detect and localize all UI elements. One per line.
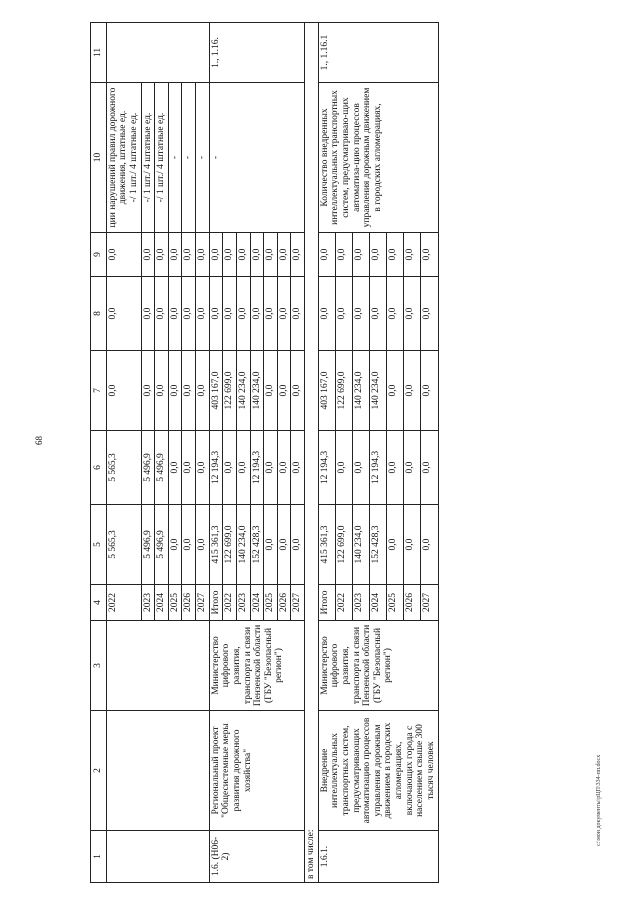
value-cell: 0,0 [182,505,196,585]
value-cell: 0,0 [155,233,169,277]
value-cell: 0,0 [277,277,291,351]
value-cell: 0,0 [335,233,352,277]
value-cell: 0,0 [236,431,250,505]
value-cell: 0,0 [236,277,250,351]
value-cell: 0,0 [141,277,155,351]
col-header-1: 1 [91,831,107,883]
value-cell: 0,0 [352,233,369,277]
year-cell: 2026 [404,585,421,621]
year-cell: 2022 [223,585,237,621]
year-cell: 2027 [421,585,438,621]
value-cell: 0,0 [291,233,305,277]
value-cell: 0,0 [404,277,421,351]
value-cell: 0,0 [264,505,278,585]
value-cell: 0,0 [141,233,155,277]
indicator-value: -/ 1 шт./ 4 штатные ед. [141,83,155,233]
value-cell: 0,0 [209,233,223,277]
indicator-value: - [182,83,196,233]
year-cell: Итого [209,585,223,621]
value-cell: 122 699,0 [223,505,237,585]
value-cell: 140 234,0 [236,505,250,585]
value-cell: 0,0 [404,351,421,431]
item-number: 1.6. (Н06-2) [209,831,304,883]
year-cell: 2026 [277,585,291,621]
value-cell: 0,0 [223,277,237,351]
program-table [90,22,439,883]
value-cell: 0,0 [209,277,223,351]
col-header-9: 9 [91,233,107,277]
value-cell: 0,0 [421,351,438,431]
col-header-8: 8 [91,277,107,351]
value-cell: 0,0 [196,277,210,351]
value-cell: 0,0 [196,233,210,277]
value-cell: 0,0 [141,351,155,431]
value-cell: 0,0 [404,431,421,505]
column-number-row [91,23,107,883]
year-cell: 2023 [141,585,155,621]
value-cell: 152 428,3 [250,505,264,585]
value-cell: 5 496,9 [155,431,169,505]
value-cell: 0,0 [168,431,182,505]
value-cell: 0,0 [277,505,291,585]
value-cell: 0,0 [277,431,291,505]
value-cell: 0,0 [421,431,438,505]
col-header-2: 2 [91,711,107,831]
indicator-value: - [196,83,210,233]
value-cell: 12 194,3 [250,431,264,505]
value-cell: 0,0 [387,233,404,277]
item-name: Региональный проект "Общесистемные меры развития дорожного хозяйства" [209,711,304,831]
value-cell: 0,0 [236,233,250,277]
value-cell: 122 699,0 [223,351,237,431]
year-cell: 2025 [387,585,404,621]
value-cell: 140 234,0 [250,351,264,431]
year-cell: 2027 [196,585,210,621]
item-executor: Министерство цифрового развития, транспорта и связи Пензенской области (ГБУ "Безопасный регион") [318,621,438,711]
value-cell: 0,0 [421,277,438,351]
row-1-6-1 [318,23,335,883]
value-cell: 0,0 [404,233,421,277]
indicator-description: Количество внедренных интеллектуальных транспортных систем, предусматриваю-щих автоматиза-цию процессов управления дорожным движением в городских агломерациях, [318,83,438,233]
col-header-7: 7 [91,351,107,431]
value-cell: 403 167,0 [209,351,223,431]
value-cell: 0,0 [387,505,404,585]
value-cell: 5 496,9 [141,505,155,585]
value-cell: 0,0 [168,505,182,585]
goal-reference: 1., 1.16. [209,23,304,83]
value-cell: 0,0 [196,351,210,431]
continuation-row [106,23,141,883]
year-cell: 2023 [352,585,369,621]
col-header-4: 4 [91,585,107,621]
value-cell: 0,0 [277,351,291,431]
value-cell: 0,0 [168,277,182,351]
col-header-11: 11 [91,23,107,83]
value-cell: 0,0 [223,233,237,277]
value-cell: 0,0 [264,431,278,505]
year-cell: 2026 [182,585,196,621]
value-cell: 0,0 [370,277,387,351]
value-cell: 0,0 [106,277,141,351]
year-cell: 2025 [168,585,182,621]
value-cell: 140 234,0 [236,351,250,431]
indicator-value: - [168,83,182,233]
col-header-5: 5 [91,505,107,585]
value-cell: 5 565,3 [106,431,141,505]
value-cell: 5 496,9 [141,431,155,505]
item-executor: Министерство цифрового развития, транспорта и связи Пензенской области (ГБУ "Безопасный регион") [209,621,304,711]
value-cell: 0,0 [264,351,278,431]
value-cell: 0,0 [291,431,305,505]
value-cell: 0,0 [196,505,210,585]
value-cell: 0,0 [291,351,305,431]
in-that-number-label: в том числе: [305,23,319,883]
value-cell: 0,0 [318,233,335,277]
value-cell: 0,0 [106,233,141,277]
value-cell: 0,0 [277,233,291,277]
value-cell: 0,0 [421,233,438,277]
value-cell: 0,0 [291,277,305,351]
value-cell: 0,0 [387,351,404,431]
year-cell: 2027 [291,585,305,621]
value-cell: 0,0 [168,233,182,277]
value-cell: 0,0 [223,431,237,505]
item-number: 1.6.1. [318,831,438,883]
value-cell: 0,0 [106,351,141,431]
goal-reference: 1., 1.16.1 [318,23,438,83]
value-cell: 0,0 [318,277,335,351]
value-cell: 12 194,3 [370,431,387,505]
row-1-6 [209,23,223,883]
value-cell: 0,0 [264,233,278,277]
value-cell: 0,0 [182,233,196,277]
value-cell: 0,0 [387,431,404,505]
value-cell: 0,0 [335,277,352,351]
value-cell: 0,0 [370,233,387,277]
value-cell: 0,0 [250,277,264,351]
value-cell: 0,0 [404,505,421,585]
indicator-value: -/ 1 шт./ 4 штатные ед. [128,112,139,203]
value-cell: 0,0 [291,505,305,585]
value-cell: 5 565,3 [106,505,141,585]
program-table-rotated [90,23,574,883]
value-cell: 0,0 [155,277,169,351]
value-cell: 122 699,0 [335,351,352,431]
value-cell: 0,0 [335,431,352,505]
value-cell: 12 194,3 [318,431,335,505]
value-cell: 140 234,0 [370,351,387,431]
value-cell: 12 194,3 [209,431,223,505]
value-cell: 403 167,0 [318,351,335,431]
value-cell: 415 361,3 [209,505,223,585]
value-cell: 0,0 [264,277,278,351]
indicator-carryover-text: ции нарушений правил дорожного движения, штатные ед. [107,87,129,228]
year-cell: 2023 [236,585,250,621]
year-cell: 2024 [250,585,264,621]
col-header-6: 6 [91,431,107,505]
value-cell: 5 496,9 [155,505,169,585]
value-cell: 0,0 [182,351,196,431]
year-cell: 2022 [106,585,141,621]
value-cell: 152 428,3 [370,505,387,585]
value-cell: 0,0 [352,277,369,351]
value-cell: 140 234,0 [352,505,369,585]
value-cell: 0,0 [421,505,438,585]
value-cell: 415 361,3 [318,505,335,585]
value-cell: 0,0 [182,277,196,351]
value-cell: 0,0 [250,233,264,277]
footer-file-path: c:\мои документы\рЦП\334-пп.docx [596,754,602,846]
indicator-value: -/ 1 шт./ 4 штатные ед. [155,83,169,233]
value-cell: 0,0 [387,277,404,351]
year-cell: Итого [318,585,335,621]
item-name: Внедрение интеллектуальных транспортных систем, предусматривающих автоматизацию процессов управления дорожным движением в городских агломерациях, включающих города с населением свыше 300 тысяч человек [318,711,438,831]
year-cell: 2025 [264,585,278,621]
year-cell: 2022 [335,585,352,621]
value-cell: 0,0 [155,351,169,431]
page-number: 68 [34,436,44,445]
in-that-number-row [305,23,319,883]
value-cell: 122 699,0 [335,505,352,585]
year-cell: 2024 [155,585,169,621]
indicator-value: - [209,83,304,233]
value-cell: 140 234,0 [352,351,369,431]
year-cell: 2024 [370,585,387,621]
value-cell: 0,0 [196,431,210,505]
indicator-cell [106,83,141,233]
col-header-10: 10 [91,83,107,233]
value-cell: 0,0 [182,431,196,505]
value-cell: 0,0 [168,351,182,431]
value-cell: 0,0 [352,431,369,505]
col-header-3: 3 [91,621,107,711]
